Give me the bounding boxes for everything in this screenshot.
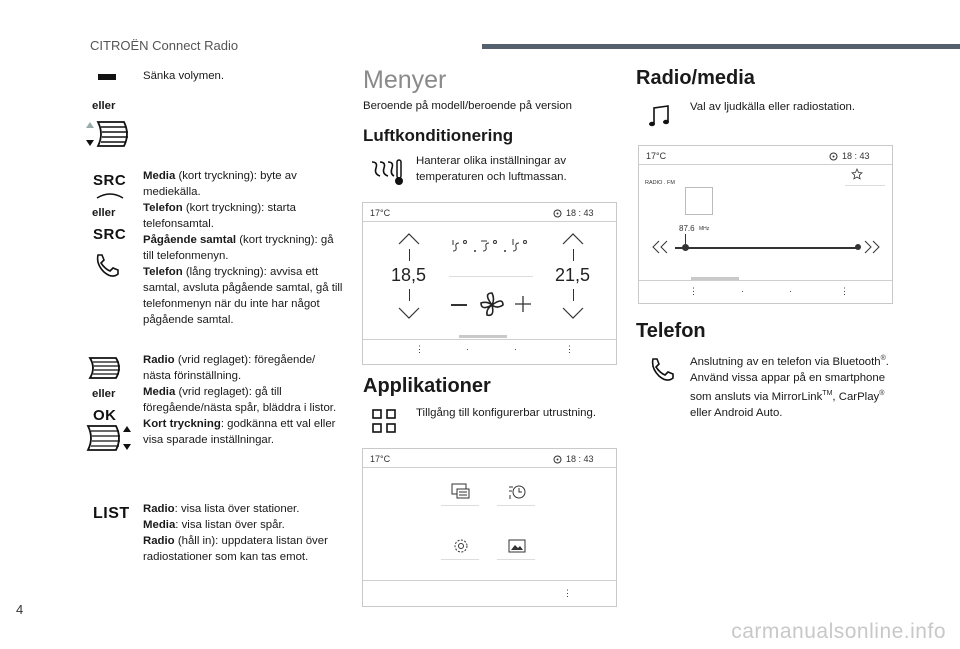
radio-description: Val av ljudkälla eller radiostation.	[690, 101, 856, 113]
divider	[409, 249, 410, 261]
src-description	[143, 168, 343, 328]
divider	[409, 289, 410, 301]
divider	[363, 339, 616, 340]
dot-icon[interactable]: ·	[466, 344, 469, 354]
watermark: carmanualsonline.info	[731, 620, 946, 643]
desc: (kort tryckning): byte av mediekälla.	[143, 170, 297, 198]
desc: (vrid reglaget): gå till föregående/nästa spår, bläddra i listor.	[143, 386, 337, 414]
dot-icon[interactable]: ·	[514, 344, 517, 354]
list-label: LIST	[93, 505, 130, 522]
desc: : visa listan över spår.	[175, 519, 285, 531]
seek-back-button[interactable]	[651, 240, 671, 254]
apps-description: Tillgång till konfigurerbar utrustning.	[416, 407, 597, 419]
phone-title: Telefon	[636, 320, 706, 342]
airflow-mode-icons[interactable]	[449, 237, 535, 259]
fan-icon	[479, 291, 505, 319]
left-temp: 18,5	[391, 265, 427, 285]
settings-icon[interactable]	[451, 537, 471, 555]
frequency: 87.6	[679, 224, 695, 233]
temp-down-button[interactable]	[562, 307, 584, 319]
divider	[441, 559, 479, 560]
music-note-icon	[648, 104, 672, 128]
tm-mark: TM	[822, 389, 833, 397]
divider	[497, 505, 535, 506]
list-description	[143, 501, 348, 565]
dot-icon[interactable]: ·	[741, 286, 744, 296]
phone-line: Anslutning av en telefon via Bluetooth	[690, 355, 881, 368]
divider	[573, 249, 574, 261]
term: Radio	[143, 354, 175, 366]
menu-dots-icon[interactable]: ⋮	[415, 344, 424, 354]
clock-time: 18 : 43	[842, 151, 870, 161]
phone-line: .	[885, 355, 889, 368]
apps-screen	[362, 448, 617, 607]
radio-screen	[638, 145, 893, 304]
divider	[639, 280, 892, 281]
phone-handset-icon	[647, 356, 675, 384]
divider	[845, 185, 885, 186]
frequency-slider[interactable]	[675, 247, 857, 249]
desc: : visa lista över stationer.	[174, 503, 300, 515]
temp-up-button[interactable]	[562, 233, 584, 245]
slider-tick	[685, 234, 686, 244]
page-number: 4	[16, 602, 24, 617]
slider-handle[interactable]	[682, 244, 689, 251]
desc: (vrid reglaget): föregående/ nästa förinställning.	[143, 354, 316, 382]
fan-minus-button[interactable]	[451, 304, 467, 306]
station-name: RADIO . FM	[645, 180, 675, 186]
temp-up-button[interactable]	[398, 233, 420, 245]
favorite-star-icon[interactable]	[851, 168, 863, 180]
eller-label: eller	[92, 207, 116, 219]
reg-mark: ®	[879, 389, 885, 397]
seek-forward-button[interactable]	[861, 240, 881, 254]
radio-title: Radio/media	[636, 67, 755, 89]
divider	[363, 221, 616, 222]
eller-label: eller	[92, 100, 116, 112]
clock-icon	[553, 455, 562, 464]
station-artwork	[685, 187, 713, 215]
menu-dots-icon[interactable]: ⋮	[840, 286, 849, 296]
volume-minus-icon	[98, 74, 116, 80]
term: Kort tryckning	[143, 418, 221, 430]
term: Radio	[143, 535, 175, 547]
src-label: SRC	[93, 172, 127, 189]
term: Media	[143, 170, 176, 182]
menu-dots-icon[interactable]: ⋮	[563, 588, 572, 598]
outside-temp: 17°C	[370, 454, 391, 464]
scroll-wheel-icon	[86, 120, 130, 148]
eller-label: eller	[92, 388, 116, 400]
phone-line: Använd vissa appar på en smartphone som ansluts via MirrorLink	[690, 371, 886, 403]
frequency-unit: MHz	[699, 226, 710, 232]
phone-description	[690, 351, 890, 421]
temp-down-button[interactable]	[398, 307, 420, 319]
term: Media	[143, 386, 176, 398]
desc: (håll in): uppdatera listan över radiostationer som kan tas emot.	[143, 535, 328, 563]
outside-temp: 17°C	[646, 151, 667, 161]
divider	[441, 505, 479, 506]
divider	[449, 276, 533, 277]
messages-icon[interactable]	[451, 483, 471, 501]
ac-screen	[362, 202, 617, 365]
scroll-wheel-icon	[88, 356, 124, 380]
divider	[363, 580, 616, 581]
apps-title: Applikationer	[363, 375, 491, 397]
term: Pågående samtal	[143, 234, 237, 246]
src-arc-icon	[95, 190, 125, 200]
radio-description	[143, 352, 343, 448]
desc: (lång tryckning): avvisa ett samtal, avsluta pågående samtal, gå till telefonmenyn när du inte har något pågående samtal.	[143, 266, 343, 326]
ac-title: Luftkonditionering	[363, 126, 514, 145]
menus-title: Menyer	[363, 66, 447, 94]
header-bar	[482, 44, 960, 49]
outside-temp: 17°C	[370, 208, 391, 218]
menu-dots-icon[interactable]: ⋮	[565, 344, 574, 354]
reg-mark: ®	[880, 355, 886, 362]
desc: (kort tryckning): starta telefonsamtal.	[143, 202, 296, 230]
dot-icon[interactable]: ·	[789, 286, 792, 296]
desc: : godkänna ett val eller visa sparade inställningar.	[143, 418, 336, 446]
divider	[573, 289, 574, 301]
clock-time: 18 : 43	[566, 208, 594, 218]
photo-icon[interactable]	[507, 537, 527, 555]
menu-dots-icon[interactable]: ⋮	[689, 286, 698, 296]
term: Radio	[143, 503, 175, 515]
clock-time: 18 : 43	[566, 454, 594, 464]
src-label: SRC	[93, 226, 127, 243]
clock-icon	[553, 209, 562, 218]
phone-handset-icon	[92, 252, 120, 280]
page-indicator	[459, 335, 507, 338]
right-temp: 21,5	[555, 265, 591, 285]
header-title: CITROËN Connect Radio	[90, 38, 239, 53]
clock-icon	[829, 152, 838, 161]
term: Telefon	[143, 266, 183, 278]
term: Media	[143, 519, 176, 531]
apps-grid-icon	[372, 409, 396, 433]
menus-subtitle: Beroende på modell/beroende på version	[363, 100, 572, 112]
vehicle-settings-icon[interactable]	[507, 483, 527, 501]
ok-label: OK	[93, 407, 117, 424]
divider	[363, 467, 616, 468]
divider	[639, 164, 892, 165]
divider	[497, 559, 535, 560]
fan-plus-button[interactable]	[515, 296, 531, 312]
term: Telefon	[143, 202, 183, 214]
phone-line: , CarPlay	[832, 390, 880, 403]
desc: (kort tryckning): gå till telefonmenyn.	[143, 234, 334, 262]
ok-wheel-icon	[86, 424, 132, 452]
air-conditioning-icon	[368, 158, 404, 186]
ac-description: Hanterar olika inställningar av temperaturen och luftmassan.	[416, 155, 567, 183]
volume-desc: Sänka volymen.	[143, 70, 225, 82]
phone-line: eller Android Auto.	[690, 406, 783, 419]
